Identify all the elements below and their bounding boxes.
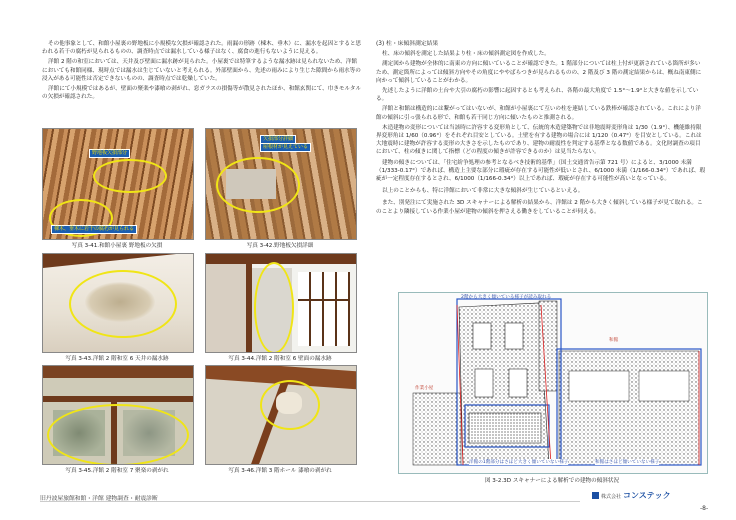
paragraph: 以上のことからも、特に洋館において非常に大きな傾斜が生じているといえる。 — [382, 188, 584, 195]
photo-plaster-peeling — [42, 365, 194, 465]
paragraph: その他事象として、和館小屋裏の野地板に小規模な欠損が確認された。雨漏の形跡（棟木、垂木）に、漏水を起因とすると思われる若干の腐朽が見られるものの、調査時点では漏水している様子はなく、腐食の進行もないように見える。 — [42, 41, 362, 56]
paragraph: 木造建物の変形については当該時に許容する変形角として、伝統的木造建築物では非地震時変形角は 1/30（1.9°）、機能維持限界変形角は 1/60（0.96°）をそれぞれ目安としている。土壁を有する建物の場合には 1/120（0.47°）を目安としている。これは大地震時に建物が許容する変形の大きさを示したものであり、建物の耐震性を判定する基準となる数値である。文化財調査の項目において、柱の傾きに関して指標（どの程度の傾きが許容できるのか）は見当たらない。 — [376, 124, 702, 156]
photo-tag: 屋根材が見えている — [260, 143, 311, 152]
photo-tag: 欠損部分詳細 — [260, 135, 296, 144]
left-body-text — [42, 40, 362, 103]
paragraph: 洋館と和館は構造的には繋がってはいないが、和館が小屋裏にて互いの柱を連結している鉄棒が確認されている。これにより洋館の傾斜に引っ張られる形で、和館も若干同じ方向に傾いたものと推測される。 — [376, 106, 701, 121]
scan-diagram — [398, 292, 708, 474]
photo-hall-plaster — [205, 365, 357, 465]
photo-sheathing-detail — [205, 128, 357, 240]
photo-caption: 写真 3-41.和館小屋裏 野地板の欠損 — [71, 243, 163, 249]
diagram-note-bottom-1: 洋館の1階部分はさほど大きく傾いていない様子 — [469, 460, 569, 465]
highlight-ellipse — [260, 380, 320, 430]
photo-tag: 野地板欠損部分 — [89, 149, 130, 158]
logo-mark-icon — [592, 492, 599, 499]
paragraph: 柱、床の傾斜を測定した結果より柱・床の傾斜測定図を作成した。 — [382, 51, 550, 58]
company-name: コンステック — [623, 491, 671, 500]
page-number: -8- — [700, 505, 709, 512]
paragraph: また、別発注にて実施された 3D スキャナーによる解析の結果から、洋館は 2 階から大きく傾斜している様子が見て取れる。このことより隣接している作業小屋が建物の傾斜を押さえる働きをしていることが伺える。 — [376, 200, 703, 215]
highlight-ellipse — [47, 404, 189, 465]
diagram-note-bottom-2: 和館はさほど傾いていない様子 — [595, 460, 660, 465]
photo-roof-sheathing — [42, 128, 194, 240]
section-heading: (3) 柱・床傾斜測定結果 — [376, 41, 439, 47]
photo-ceiling-leak — [42, 253, 194, 353]
photo-caption: 写真 3-43.洋館 2 階和室 6 天井の漏水跡 — [65, 356, 169, 362]
company-logo — [592, 490, 671, 501]
photo-caption: 写真 3-46.洋館 3 階ホール 漆喰の剥がれ — [228, 468, 332, 474]
photo-caption: 写真 3-44.洋館 2 階和室 6 壁面の漏水跡 — [228, 356, 332, 362]
paragraph: 洋館 2 階の和室においては、天井及び壁面に漏水跡が見られた。小屋裏では特筆するような漏水跡は見られないため、洋館においても和館同様、現時点では漏水は生じていないと考えられる。外部壁面から、先述の雨みにより生じた隙間から雨水等の浸入がある可能性は否定できないものの、調査時点では乾燥していた。 — [42, 59, 361, 82]
diagram-caption: 図 3-2.3D スキャナーによる解析での建物の傾斜状況 — [484, 478, 620, 484]
company-prefix: 株式会社 — [601, 494, 622, 500]
photo-wall-leak — [205, 253, 357, 353]
highlight-ellipse — [254, 262, 294, 353]
paragraph: 測定図から建物が全体的に南東の方向に傾いていることが確認できた。1 階部分については柱上付が更新されている箇所が多いため、測定箇所によっては傾斜方向やその角度にややばらつきが見られるものの、2 階及び 3 階の測定結果からは、概ね南東側に向かって傾斜していることがわかる。 — [376, 61, 702, 84]
right-body-text — [376, 40, 706, 218]
highlight-ellipse — [216, 157, 300, 213]
highlight-ellipse — [93, 159, 167, 193]
diagram-label-shed: 作業小屋 — [415, 386, 434, 391]
paragraph: 洋館にて小規模ではあるが、壁面の聚楽や漆喰の剥がれ、窓ガラスの損傷等が散見されたほか、和館玄関にて、巾きモルタルの欠損が確認された。 — [42, 86, 362, 101]
paragraph: 建物の傾きについては、「住宅紛争処理の参考となるべき技術的基準」（国土交通省告示第 721 号）によると、3/1000 未満（1/333-0.17°）であれば、構造上主要な部分に瑕疵が存在する可能性が低いとされ、6/1000 未満（1/166-0.34°）であれば、瑕疵が一定程度存在するとされ、6/1000（1/166-0.34°）以上であれば、瑕疵が存在する可能性が高いとなっている。 — [376, 159, 706, 183]
highlight-ellipse — [69, 270, 177, 338]
paragraph: 先述したように洋館の土台や大引の腐朽の影響に起因するとも考えられ、各階の最大角度で 1.5°～1.9°と大きな値を示している。 — [376, 88, 699, 103]
photo-tag: 棟木、垂木に若干の腐朽が見られる — [51, 225, 137, 234]
photo-caption: 写真 3-45.洋館 2 階和室 7 聚楽の剥がれ — [65, 468, 169, 474]
diagram-note-top: 2階から大きく傾いている様子が読み取れる — [461, 295, 552, 300]
scan-point-cloud — [399, 293, 707, 473]
footer-title: 旧丹波屋旅館和館・洋館 建物調査・耐震診断 — [40, 496, 158, 502]
diagram-label-wakan: 和館 — [609, 338, 619, 343]
photo-caption: 写真 3-42.野地板欠損詳細 — [246, 243, 314, 249]
